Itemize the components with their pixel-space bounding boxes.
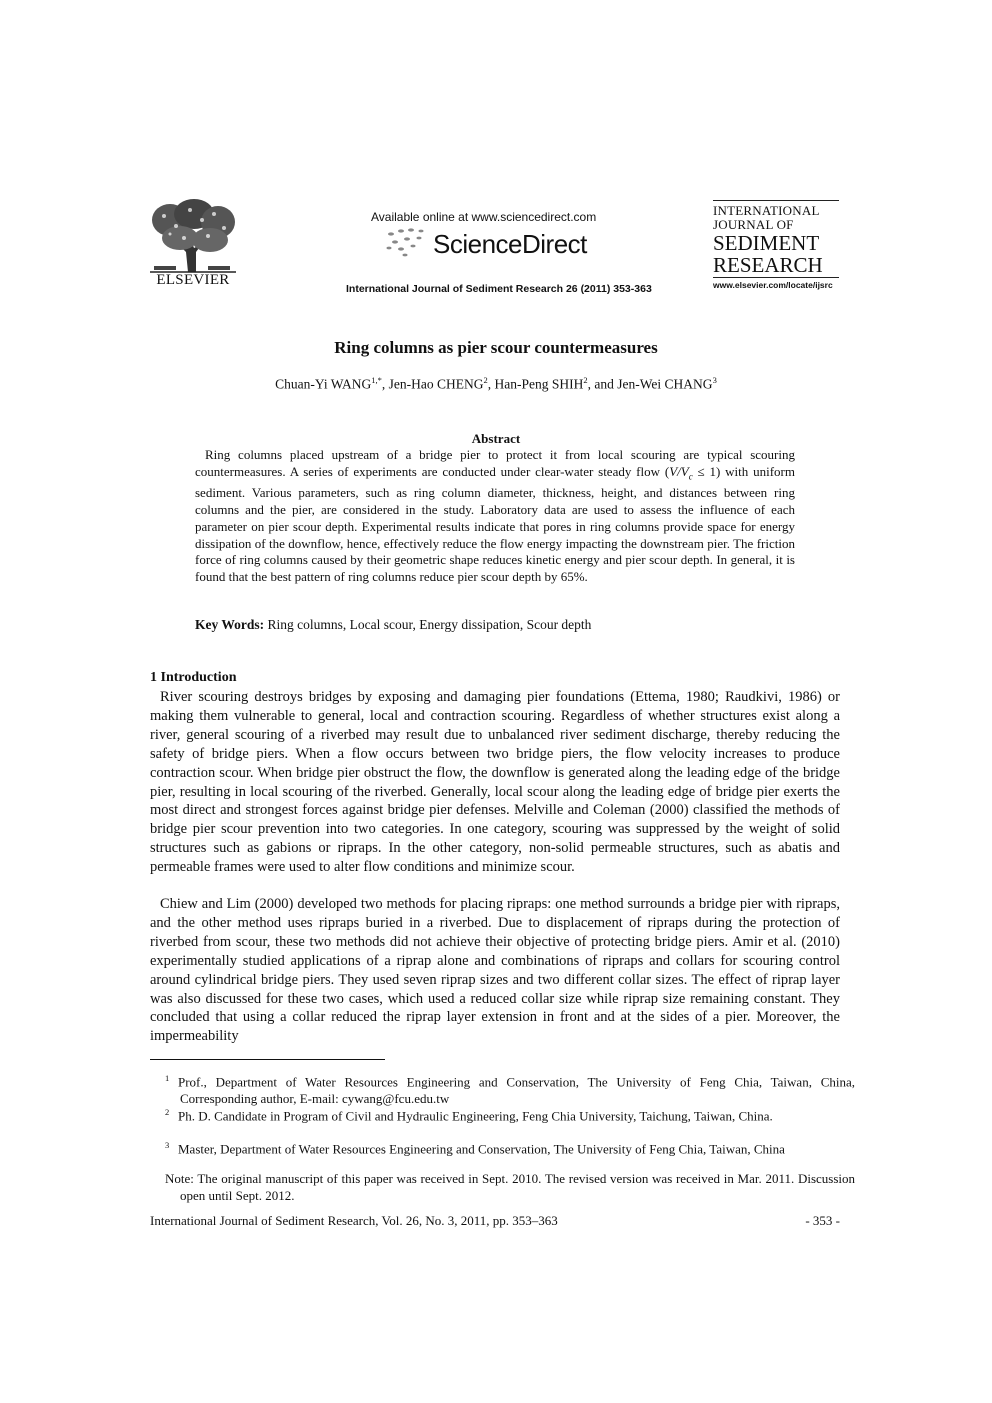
author-affiliation-mark: 2 [483, 375, 488, 385]
author-name: Jen-Wei CHANG [617, 376, 713, 392]
footnote [165, 1070, 855, 1108]
ijsr-logo-line1: INTERNATIONAL [713, 203, 820, 218]
footnote [165, 1137, 855, 1158]
author-list [0, 375, 992, 393]
available-online-text: Available online at www.sciencedirect.com [371, 210, 597, 224]
ijsr-logo-line2: JOURNAL OF [713, 217, 794, 232]
keywords [195, 617, 795, 633]
author-name: Han-Peng SHIH [494, 376, 584, 392]
sciencedirect-wordmark: ScienceDirect [433, 229, 587, 259]
page-number: - 353 - [805, 1213, 840, 1228]
footnote [165, 1104, 855, 1125]
footnote-text: Prof., Department of Water Resources Engineering and Conservation, The University of Feng Chia, Taiwan, China, Corresponding author, E-mail: cywang@fcu.edu.tw [178, 1074, 855, 1106]
ijsr-logo-line3: SEDIMENT [713, 231, 820, 255]
footer-citation: International Journal of Sediment Research, Vol. 26, No. 3, 2011, pp. 353–363 [150, 1213, 558, 1228]
author-affiliation-mark: 1,* [371, 375, 382, 385]
sciencedirect-dots-icon [383, 224, 433, 264]
author-name: Chuan-Yi WANG [275, 376, 372, 392]
footnote-mark: 3 [165, 1140, 170, 1150]
elsevier-wordmark: ELSEVIER [156, 272, 230, 288]
abstract-formula-tail: ≤ 1 [692, 463, 716, 479]
author-separator: , and [587, 376, 618, 392]
ijsr-journal-logo [713, 200, 839, 290]
abstract-text-part: Ring columns placed upstream of a bridge pier to protect it from local scouring are typical scouring countermeasures. A series of experiments are conducted under clear-water steady flow ( [195, 447, 795, 479]
ijsr-logo-url: www.elsevier.com/locate/ijsrc [713, 280, 833, 290]
author-affiliation-mark: 2 [583, 375, 588, 385]
author-separator: , [487, 376, 495, 392]
abstract-heading: Abstract [471, 431, 521, 446]
paper-title: Ring columns as pier scour countermeasures [334, 338, 658, 357]
footnote-text: Master, Department of Water Resources Engineering and Conservation, The University of Feng Chia, Taiwan, China [178, 1141, 785, 1157]
section-heading-introduction: 1 Introduction [150, 670, 237, 685]
author-name: Jen-Hao CHENG [388, 376, 484, 392]
footnote-mark: 1 [165, 1073, 170, 1083]
journal-citation-header: International Journal of Sediment Research 26 (2011) 353-363 [346, 283, 652, 295]
author-separator: , [381, 376, 389, 392]
author-affiliation-mark: 3 [712, 375, 717, 385]
footnote-mark: 2 [165, 1107, 170, 1117]
footnote-text: Ph. D. Candidate in Program of Civil and Hydraulic Engineering, Feng Chia University, Taichung, Taiwan, China. [178, 1108, 773, 1124]
manuscript-note: Note: The original manuscript of this paper was received in Sept. 2010. The revised version was received in Mar. 2011. Discussion open until Sept. 2012. [165, 1171, 855, 1203]
body-paragraph: River scouring destroys bridges by exposing and damaging pier foundations (Ettema, 1980; Raudkivi, 1986) or making them vulnerable to general, local and contraction scouring. Regardless of whether structures exist along a river, general scouring of a riverbed may result due to unbalanced river sediment discharge, thereby reducing the safety of bridge piers. When a flow occurs between two bridge piers, the flow velocity increases to produce contraction scour. When bridge pier obstruct the flow, the downflow is generated along the leading edge of the bridge pier, resulting in local scouring of the riverbed. Generally, local scour along the leading edge of bridge pier exerts the most direct and strongest forces against bridge pier defenses. Melville and Coleman (2000) classified the methods of bridge pier scour prevention into two categories. In one category, scouring was suppressed by the weight of solid structures such as gabions or ripraps. In the other category, non-solid permeable structures, such as abatis and permeable frames were used to alter flow conditions and minimize scour. [150, 689, 840, 876]
abstract-body [195, 447, 795, 586]
ijsr-logo-line4: RESEARCH [713, 253, 823, 277]
abstract-formula: V/V [669, 463, 689, 479]
body-paragraph: Chiew and Lim (2000) developed two methods for placing ripraps: one method surrounds a bridge pier with ripraps, and the other method uses ripraps buried in a riverbed. Due to displacement of ripraps during the protection of riverbed from scour, these two methods did not achieve their objective of protecting bridge piers. Amir et al. (2010) experimentally studied applications of a riprap alone and combinations of ripraps and collars for scouring control around cylindrical bridge piers. They used seven riprap sizes and two different collar sizes. The effect of riprap layer was also discussed for these two cases, which used a reduced collar size while riprap size remaining constant. They concluded that using a collar reduced the riprap layer extension in front and at the sides of a pier. Moreover, the impermeability [150, 896, 840, 1045]
keywords-label: Key Words: [195, 617, 265, 632]
footnote-divider [150, 1059, 385, 1060]
keywords-value: Ring columns, Local scour, Energy dissipation, Scour depth [264, 617, 592, 632]
abstract-text-part: ) with uniform sediment. Various parameters, such as ring column diameter, thickness, height, and distances between ring columns and the pier, are considered in the study. Laboratory data are used to assess the influence of each parameter on pier scour depth. Experimental results indicate that pores in ring columns provide space for energy dissipation of the downflow, hence, effectively reduce the flow energy impacting the downstream pier. The friction force of ring columns caused by their geometric shape reduces kinetic energy and pier scour depth. In general, it is found that the best pattern of ring columns reduce pier scour depth by 65%. [195, 463, 795, 585]
abstract-formula-subscript: c [688, 471, 693, 482]
